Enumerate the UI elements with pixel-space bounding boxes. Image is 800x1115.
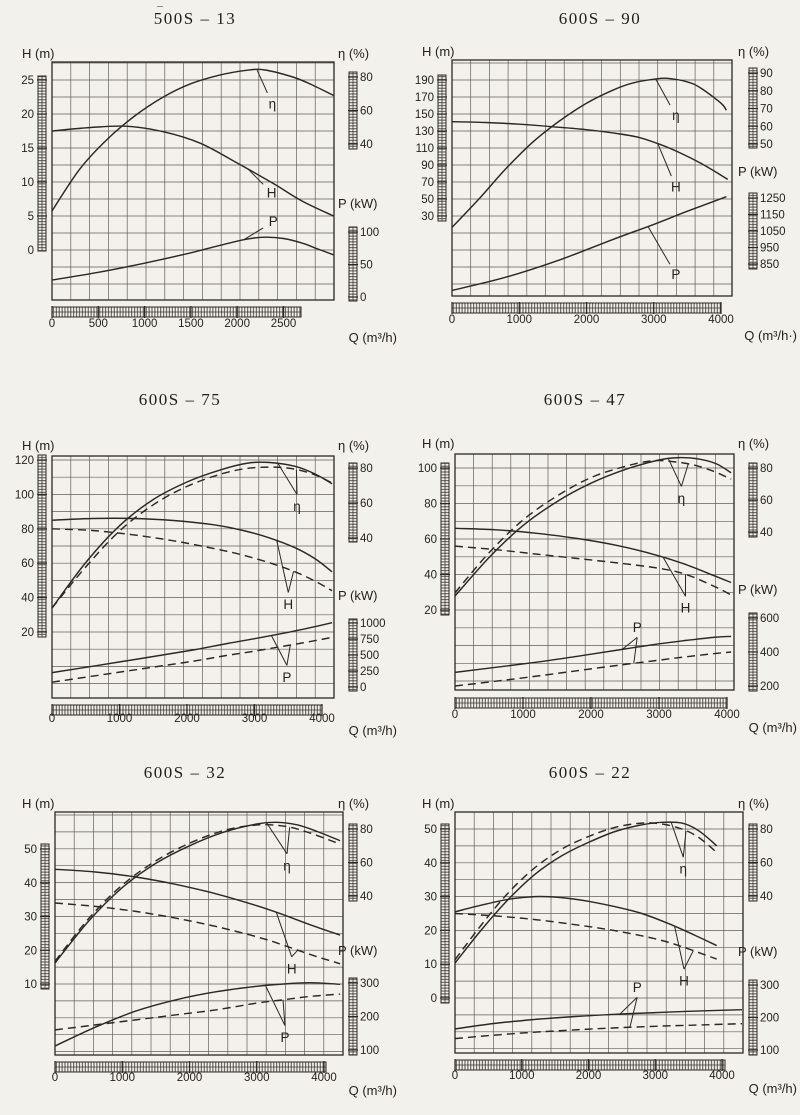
p-axis-tick-label: 100	[360, 1045, 380, 1057]
curve-label: η	[293, 499, 301, 514]
curve-dashed-p	[455, 1024, 742, 1039]
chart-title: 600S – 47	[543, 390, 627, 409]
h-axis-tick-label: 60	[21, 558, 34, 571]
eta-axis-title: η (%)	[338, 46, 370, 61]
h-axis-tick-label: 150	[414, 109, 434, 121]
q-axis-tick-label: 500	[88, 318, 108, 330]
p-axis-scale-bar	[748, 193, 758, 269]
eta-axis-tick-label: 60	[760, 495, 773, 507]
p-axis-tick-label: 0	[360, 682, 367, 694]
curve-eta	[455, 822, 717, 963]
curve-dashed-p	[55, 994, 340, 1030]
curve-p	[55, 983, 340, 1046]
h-axis-tick-label: 50	[424, 824, 437, 836]
q-axis-tick-label: 4000	[714, 709, 740, 721]
h-axis-tick-label: 100	[14, 489, 34, 502]
p-axis-tick-label: 100	[760, 1045, 780, 1057]
h-axis-tick-label: 25	[21, 75, 34, 87]
curve-label: P	[632, 619, 642, 635]
eta-axis-scale-bar	[748, 463, 758, 537]
h-axis-tick-label: 100	[417, 463, 437, 475]
grid-lines	[52, 62, 334, 300]
h-axis-tick-label: 10	[21, 177, 34, 189]
h-axis-tick-label: 130	[414, 126, 434, 138]
q-axis-tick-label: 3000	[241, 713, 268, 725]
eta-axis-tick-label: 90	[760, 68, 773, 80]
q-axis-tick-label: 2000	[575, 1070, 602, 1082]
h-axis-title: H (m)	[422, 436, 455, 451]
grid-lines	[452, 60, 732, 296]
chart-panel-600s-47	[400, 378, 800, 752]
h-axis-scale-bar	[40, 844, 50, 989]
chart-title: 600S – 22	[548, 763, 632, 782]
q-axis-tick-label: 0	[448, 314, 456, 326]
h-axis-tick-label: 40	[424, 857, 437, 870]
eta-axis-title: η (%)	[338, 796, 370, 811]
p-axis-title: P (kW)	[738, 582, 778, 597]
q-axis-tick-label: 3000	[646, 709, 672, 721]
h-axis-tick-label: 20	[424, 605, 437, 617]
chart-panel-500s-13	[0, 0, 400, 378]
curve-dashed-eta	[55, 825, 340, 962]
pump-performance-chart-500s-13	[0, 0, 400, 378]
q-axis-title: Q (m³/h·)	[744, 328, 797, 343]
curve-label: P	[268, 214, 278, 230]
q-axis-title: Q (m³/h)	[348, 723, 397, 738]
h-axis-tick-label: 30	[424, 891, 437, 904]
p-axis-tick-label: 250	[360, 666, 380, 678]
q-axis-tick-label: 1000	[106, 713, 133, 725]
curve-p	[455, 636, 731, 672]
p-axis-tick-label: 1050	[760, 226, 786, 238]
eta-axis-tick-label: 70	[760, 103, 773, 116]
p-axis-tick-label: 750	[360, 634, 380, 646]
eta-axis-tick-label: 80	[760, 85, 773, 98]
h-axis-tick-label: 50	[421, 194, 434, 206]
pump-performance-chart-600s-22	[400, 752, 800, 1115]
curve-p	[52, 237, 334, 280]
curve-label: H	[671, 179, 681, 195]
h-axis-title: H (m)	[22, 796, 55, 811]
plot-border	[452, 60, 732, 296]
p-axis-tick-label: 850	[760, 259, 780, 271]
h-axis-tick-label: 90	[421, 160, 434, 172]
curve-label: P	[280, 1030, 290, 1046]
p-axis-title: P (kW)	[338, 196, 378, 211]
h-axis-tick-label: 50	[24, 844, 37, 856]
curve-p	[455, 1010, 742, 1029]
h-axis-scale-bar	[37, 455, 47, 637]
q-axis-tick-label: 2000	[573, 314, 600, 326]
p-axis-tick-label: 1150	[760, 209, 785, 222]
h-axis-title: H (m)	[22, 46, 55, 61]
chart-panel-600s-90	[400, 0, 800, 378]
p-axis-scale-bar	[748, 980, 758, 1055]
curve-label-leader	[277, 541, 294, 593]
eta-axis-tick-label: 40	[360, 891, 373, 903]
h-axis-tick-label: 110	[415, 143, 434, 155]
q-axis-scale-bar	[452, 302, 721, 314]
curve-label: H	[679, 973, 689, 989]
q-axis-tick-label: 1000	[131, 318, 158, 330]
p-axis-title: P (kW)	[738, 164, 778, 179]
plot-border	[455, 812, 743, 1053]
curve-label: η	[677, 490, 686, 506]
q-axis-tick-label: 4000	[709, 1070, 735, 1082]
eta-axis-tick-label: 40	[360, 533, 373, 545]
h-axis-tick-label: 60	[424, 534, 437, 546]
curve-label-leader	[648, 227, 670, 265]
chart-title: 500S – 13	[153, 9, 237, 28]
curve-label-leader	[271, 636, 290, 666]
q-axis-tick-label: 0	[48, 713, 56, 725]
eta-axis-scale-bar	[348, 463, 358, 542]
h-axis-tick-label: 80	[21, 523, 34, 536]
p-axis-tick-label: 200	[760, 681, 780, 693]
grid-lines	[455, 454, 734, 690]
pump-performance-chart-600s-47	[400, 378, 800, 752]
q-axis-scale-bar	[52, 306, 301, 318]
p-axis-tick-label: 400	[760, 647, 780, 659]
curve-label-leader	[266, 986, 286, 1026]
chart-panel-600s-22	[400, 752, 800, 1115]
q-axis-tick-label: 1000	[506, 314, 533, 326]
p-axis-tick-label: 1000	[360, 618, 386, 630]
q-axis-tick-label: 2000	[578, 709, 604, 721]
p-axis-tick-label: 500	[360, 650, 380, 662]
h-axis-scale-bar	[437, 75, 447, 221]
curve-h	[52, 126, 334, 216]
h-axis-tick-label: 30	[421, 211, 434, 223]
q-axis-scale-bar	[455, 697, 727, 709]
h-axis-tick-label: 20	[24, 945, 37, 958]
q-axis-tick-label: 1000	[508, 1070, 535, 1082]
p-axis-title: P (kW)	[338, 943, 378, 958]
h-axis-tick-label: 0	[430, 993, 437, 1005]
q-axis-tick-label: 0	[451, 1070, 459, 1082]
h-axis-tick-label: 80	[424, 498, 437, 511]
p-axis-tick-label: 50	[360, 259, 373, 272]
h-axis-tick-label: 70	[421, 177, 434, 189]
p-axis-tick-label: 300	[360, 978, 380, 990]
pump-performance-chart-600s-75	[0, 378, 400, 752]
p-axis-tick-label: 600	[760, 613, 780, 625]
eta-axis-title: η (%)	[338, 438, 370, 453]
p-axis-title: P (kW)	[738, 944, 778, 959]
p-axis-tick-label: 0	[360, 292, 367, 304]
h-axis-tick-label: 0	[27, 245, 34, 257]
q-axis-tick-label: 4000	[309, 713, 335, 725]
curve-label: η	[672, 108, 680, 124]
curve-label: H	[283, 597, 294, 612]
curve-eta	[452, 78, 726, 227]
q-axis-tick-label: 2500	[270, 318, 297, 330]
eta-axis-title: η (%)	[738, 436, 770, 451]
eta-axis-tick-label: 40	[360, 139, 373, 151]
h-axis-tick-label: 120	[14, 455, 34, 467]
eta-axis-tick-label: 60	[760, 121, 773, 134]
grid-lines	[455, 812, 743, 1053]
curve-label: η	[283, 858, 291, 874]
chart-title: 600S – 32	[143, 763, 227, 782]
p-axis-scale-bar	[748, 613, 758, 691]
h-axis-title: H (m)	[422, 44, 455, 59]
curve-dashed-h	[455, 914, 717, 960]
p-axis-tick-label: 950	[760, 242, 780, 255]
h-axis-tick-label: 190	[414, 75, 434, 87]
eta-axis-tick-label: 40	[760, 891, 773, 903]
q-axis-tick-label: 0	[48, 318, 56, 330]
curve-p	[452, 197, 726, 291]
q-axis-tick-label: 0	[51, 1072, 59, 1084]
q-axis-tick-label: 2000	[176, 1072, 203, 1084]
h-axis-tick-label: 170	[414, 92, 434, 104]
pump-performance-chart-600s-32	[0, 752, 400, 1115]
eta-axis-tick-label: 60	[360, 498, 373, 510]
h-axis-tick-label: 10	[424, 959, 437, 972]
chart-panel-600s-75	[0, 378, 400, 752]
curve-h	[52, 518, 332, 572]
eta-axis-tick-label: 60	[360, 105, 373, 118]
curve-h	[452, 122, 728, 180]
eta-axis-tick-label: 40	[760, 527, 773, 539]
chart-title: 600S – 90	[558, 9, 642, 28]
curve-dashed-h	[455, 546, 731, 595]
curve-dashed-eta	[455, 460, 731, 592]
chart-title: 600S – 75	[138, 390, 222, 409]
p-axis-tick-label: 200	[360, 1011, 380, 1024]
curve-h	[55, 869, 340, 935]
eta-axis-title: η (%)	[738, 44, 770, 59]
p-axis-tick-label: 200	[760, 1012, 780, 1025]
curve-eta	[55, 822, 340, 963]
eta-axis-tick-label: 80	[360, 72, 373, 84]
curve-label: P	[671, 267, 681, 283]
p-axis-tick-label: 100	[360, 227, 380, 239]
eta-axis-tick-label: 80	[360, 463, 373, 475]
h-axis-tick-label: 40	[24, 877, 37, 890]
h-axis-tick-label: 30	[24, 911, 37, 924]
eta-axis-tick-label: 80	[760, 463, 773, 475]
curve-label-leader	[267, 823, 290, 854]
q-axis-tick-label: 1000	[109, 1072, 136, 1084]
curve-label: H	[266, 185, 277, 201]
eta-axis-scale-bar	[748, 824, 758, 901]
q-axis-title: Q (m³/h)	[348, 1083, 397, 1098]
eta-axis-tick-label: 60	[360, 857, 373, 870]
h-axis-tick-label: 20	[21, 109, 34, 121]
h-axis-scale-bar	[440, 824, 450, 1003]
p-axis-title: P (kW)	[338, 588, 378, 603]
h-axis-tick-label: 15	[21, 143, 34, 155]
h-axis-title: H (m)	[22, 438, 55, 453]
p-axis-scale-bar	[348, 227, 358, 301]
curve-label: η	[679, 861, 688, 877]
curve-label-leader	[622, 637, 637, 663]
chart-panel-600s-32	[0, 752, 400, 1115]
h-axis-scale-bar	[440, 463, 450, 615]
q-axis-tick-label: 4000	[311, 1072, 337, 1084]
q-axis-tick-label: 2000	[174, 713, 200, 725]
q-axis-tick-label: 1500	[178, 318, 204, 330]
q-axis-title: Q (m³/h)	[748, 1081, 797, 1096]
curve-label: P	[632, 979, 642, 995]
pump-performance-chart-600s-90	[400, 0, 800, 378]
plot-border	[52, 62, 334, 300]
plot-border	[455, 454, 734, 690]
q-axis-tick-label: 3000	[640, 314, 667, 326]
curve-label-leader	[620, 997, 637, 1027]
curve-label: H	[286, 961, 297, 977]
eta-axis-tick-label: 80	[360, 824, 373, 836]
eta-axis-scale-bar	[348, 72, 358, 149]
eta-axis-scale-bar	[748, 68, 758, 148]
eta-axis-tick-label: 80	[760, 824, 773, 836]
grid-lines	[55, 812, 343, 1055]
curve-label: H	[680, 600, 691, 616]
curve-label: η	[268, 96, 277, 112]
q-axis-tick-label: 3000	[642, 1070, 669, 1082]
curve-dashed-h	[52, 529, 332, 591]
p-axis-scale-bar	[348, 619, 358, 691]
h-axis-tick-label: 5	[27, 211, 34, 223]
h-axis-tick-label: 20	[424, 925, 437, 938]
h-axis-tick-label: 10	[24, 979, 37, 991]
eta-axis-tick-label: 60	[760, 857, 773, 870]
p-axis-tick-label: 1250	[760, 193, 786, 205]
p-axis-tick-label: 300	[760, 980, 780, 992]
h-axis-tick-label: 20	[21, 627, 34, 639]
curve-label: P	[282, 669, 292, 685]
eta-axis-title: η (%)	[738, 796, 770, 811]
h-axis-tick-label: 40	[21, 592, 34, 605]
p-axis-scale-bar	[348, 978, 358, 1055]
h-axis-scale-bar	[37, 76, 47, 251]
q-axis-tick-label: 0	[451, 709, 459, 721]
eta-axis-tick-label: 50	[760, 139, 773, 151]
q-axis-tick-label: 2000	[224, 318, 250, 330]
h-axis-tick-label: 40	[424, 569, 437, 582]
q-axis-title: Q (m³/h)	[348, 330, 397, 345]
h-axis-title: H (m)	[422, 796, 455, 811]
q-axis-tick-label: 4000	[708, 314, 734, 326]
q-axis-tick-label: 1000	[510, 709, 536, 721]
stray-scan-mark: –	[157, 0, 163, 12]
q-axis-title: Q (m³/h)	[748, 720, 797, 735]
eta-axis-scale-bar	[348, 824, 358, 901]
q-axis-tick-label: 3000	[243, 1072, 270, 1084]
